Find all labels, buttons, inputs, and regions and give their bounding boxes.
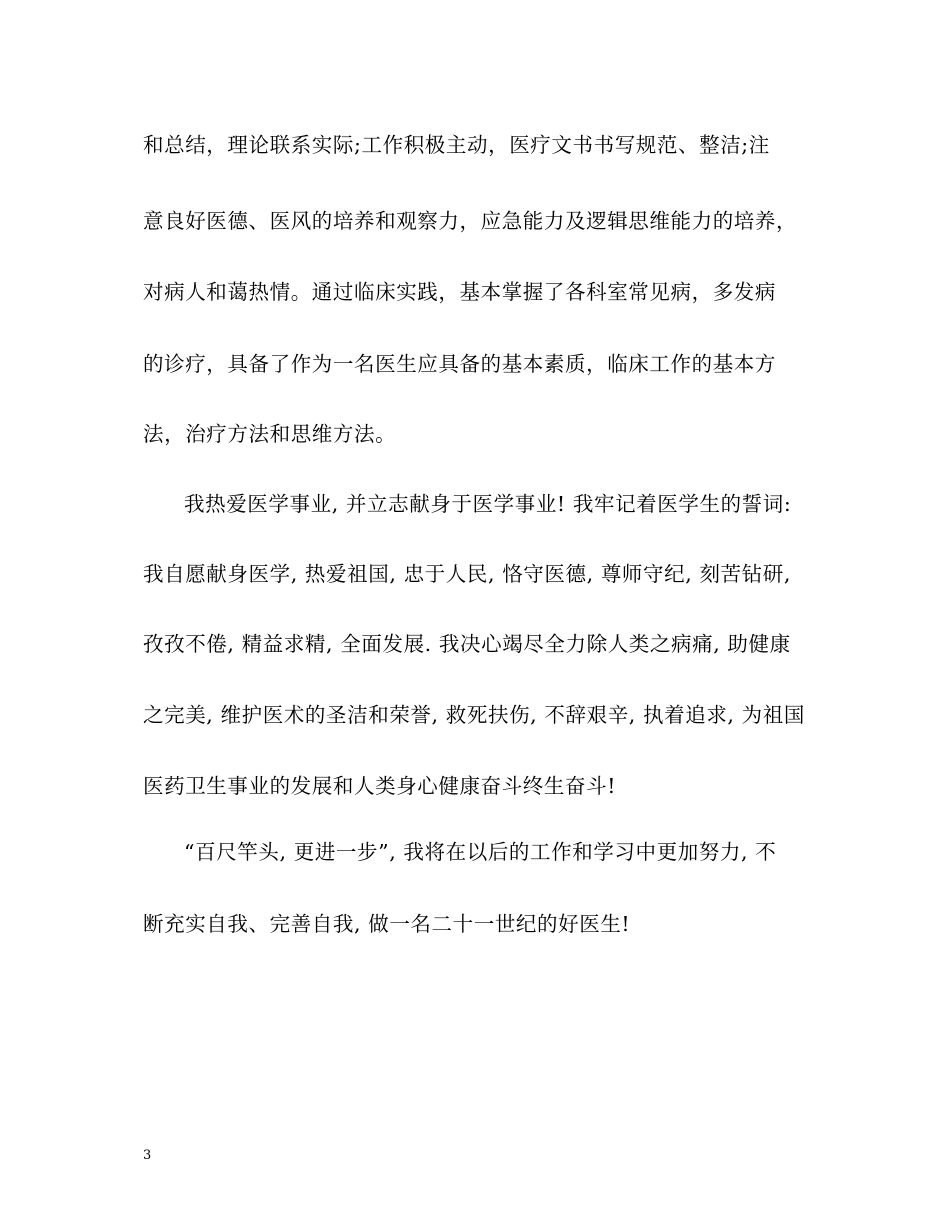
paragraph-2-line-3: 孜孜不倦, 精益求精, 全面发展. 我决心竭尽全力除人类之病痛, 助健康 <box>143 632 791 656</box>
paragraph-1-line-1: 和总结，理论联系实际;工作积极主动，医疗文书书写规范、整洁;注 <box>143 133 770 157</box>
paragraph-1-line-4: 的诊疗，具备了作为一名医生应具备的基本素质，临床工作的基本方 <box>143 352 776 376</box>
paragraph-2-line-2: 我自愿献身医学, 热爱祖国, 忠于人民, 恪守医德, 尊师守纪, 刻苦钻研, <box>143 562 791 586</box>
paragraph-2-line-4: 之完美, 维护医术的圣洁和荣誉, 救死扶伤, 不辞艰辛, 执着追求, 为祖国 <box>143 703 805 727</box>
paragraph-3-line-2: 断充实自我、完善自我, 做一名二十一世纪的好医生! <box>143 912 631 936</box>
paragraph-1-line-3: 对病人和蔼热情。通过临床实践，基本掌握了各科室常见病，多发病 <box>143 280 776 304</box>
page-number: 3 <box>143 1148 152 1163</box>
paragraph-2-line-5: 医药卫生事业的发展和人类身心健康奋斗终生奋斗! <box>143 774 617 798</box>
paragraph-2-line-1: 我热爱医学事业, 并立志献身于医学事业! 我牢记着医学生的誓词: <box>184 492 792 516</box>
paragraph-1-line-5: 法，治疗方法和思维方法。 <box>143 422 397 446</box>
paragraph-1-line-2: 意良好医德、医风的培养和观察力，应急能力及逻辑思维能力的培养， <box>143 209 798 233</box>
paragraph-3-line-1: “百尺竿头, 更进一步”, 我将在以后的工作和学习中更加努力, 不 <box>184 840 777 864</box>
